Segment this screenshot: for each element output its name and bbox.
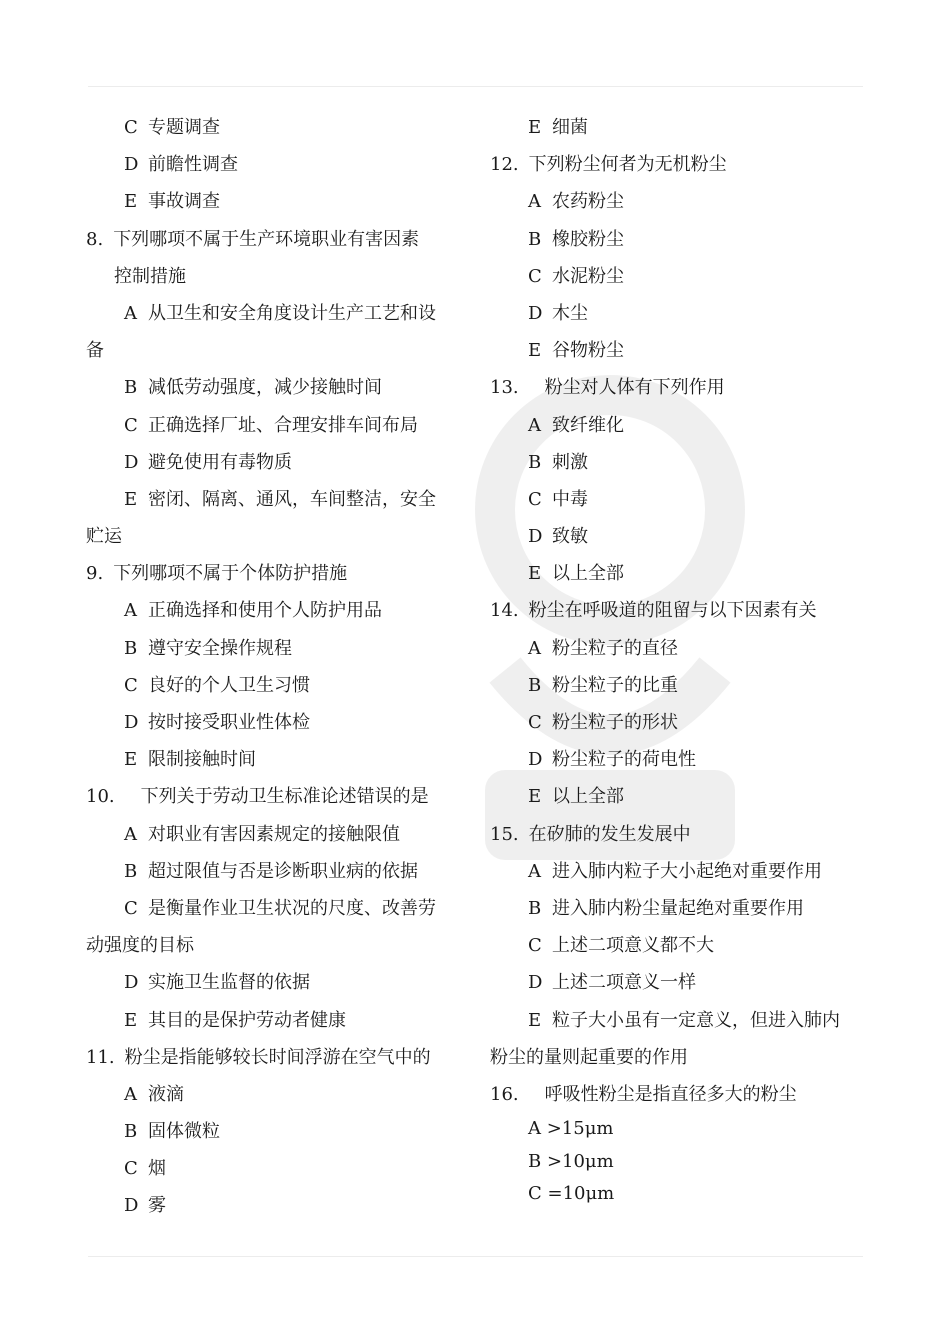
question-8-stem: 8. 下列哪项不属于生产环境职业有害因素 (86, 228, 420, 250)
question-16-option-a: A >15μm (528, 1118, 614, 1140)
right-column (490, 109, 865, 1211)
question-13-option-e: E 以上全部 (528, 563, 624, 585)
footer-divider (88, 1256, 863, 1257)
question-16-option-c: C =10μm (528, 1183, 615, 1205)
question-9-stem: 9. 下列哪项不属于个体防护措施 (86, 563, 348, 585)
question-7-option-c: C 专题调查 (124, 117, 220, 138)
question-10-option-c-cont: 动强度的目标 (86, 935, 194, 957)
question-7-option-e: E 事故调查 (124, 191, 220, 213)
question-13-stem: 13. 粉尘对人体有下列作用 (490, 377, 725, 399)
question-13-option-a: A 致纤维化 (528, 414, 624, 436)
question-8-option-a: A 从卫生和安全角度设计生产工艺和设 (124, 302, 436, 324)
question-11-option-a: A 液滴 (124, 1083, 184, 1105)
question-12-option-e: E 谷物粉尘 (528, 340, 624, 362)
question-8-option-e: E 密闭、隔离、通风，车间整洁，安全 (124, 488, 436, 510)
question-11-option-d: D 雾 (124, 1195, 166, 1217)
question-10-option-c: C 是衡量作业卫生状况的尺度、改善劳 (124, 897, 436, 919)
header-divider (88, 86, 863, 87)
question-15-option-a: A 进入肺内粒子大小起绝对重要作用 (528, 860, 822, 882)
question-14-option-d: D 粉尘粒子的荷电性 (528, 749, 696, 771)
question-14-option-b: B 粉尘粒子的比重 (528, 674, 678, 696)
question-14-option-e: E 以上全部 (528, 786, 624, 808)
question-15-option-d: D 上述二项意义一样 (528, 972, 696, 994)
question-10-option-b: B 超过限值与否是诊断职业病的依据 (124, 860, 418, 882)
question-14-option-c: C 粉尘粒子的形状 (528, 712, 678, 733)
question-8-option-c: C 正确选择厂址、合理安排车间布局 (124, 414, 418, 436)
question-8-option-d: D 避免使用有毒物质 (124, 451, 292, 473)
question-14-stem: 14. 粉尘在呼吸道的阻留与以下因素有关 (490, 600, 817, 622)
question-10-option-a: A 对职业有害因素规定的接触限值 (124, 823, 400, 845)
question-12-option-a: A 农药粉尘 (528, 191, 624, 213)
question-11-option-c: C 烟 (124, 1158, 166, 1180)
question-9-option-e: E 限制接触时间 (124, 749, 256, 771)
question-11-option-b: B 固体微粒 (124, 1121, 220, 1143)
question-15-option-e-cont: 粉尘的量则起重要的作用 (490, 1046, 688, 1068)
question-9-option-d: D 按时接受职业性体检 (124, 712, 310, 733)
question-7-option-d: D 前瞻性调查 (124, 154, 238, 176)
question-12-option-c: C 水泥粉尘 (528, 265, 624, 287)
question-8-option-a-cont: 备 (86, 340, 104, 362)
question-12-option-b: B 橡胶粉尘 (528, 228, 624, 250)
question-12-option-d: D 木尘 (528, 302, 588, 324)
question-9-option-a: A 正确选择和使用个人防护用品 (124, 600, 382, 622)
question-14-option-a: A 粉尘粒子的直径 (528, 637, 678, 659)
question-10-option-e: E 其目的是保护劳动者健康 (124, 1009, 346, 1031)
question-8-option-b: B 减低劳动强度，减少接触时间 (124, 377, 382, 399)
question-8-stem-cont: 控制措施 (114, 265, 186, 287)
question-15-option-c: C 上述二项意义都不大 (528, 935, 714, 957)
question-9-option-c: C 良好的个人卫生习惯 (124, 674, 310, 696)
question-16-option-b: B >10μm (528, 1150, 614, 1172)
question-12-stem: 12. 下列粉尘何者为无机粉尘 (490, 154, 727, 176)
left-column (86, 109, 466, 1225)
question-8-option-e-cont: 贮运 (86, 526, 122, 548)
question-10-stem: 10. 下列关于劳动卫生标准论述错误的是 (86, 786, 429, 808)
question-15-option-b: B 进入肺内粉尘量起绝对重要作用 (528, 897, 804, 919)
question-13-option-b: B 刺激 (528, 451, 588, 473)
question-15-option-e: E 粒子大小虽有一定意义，但进入肺内 (528, 1009, 840, 1031)
question-15-stem: 15. 在矽肺的发生发展中 (490, 823, 691, 845)
question-10-option-d: D 实施卫生监督的依据 (124, 972, 310, 994)
question-9-option-b: B 遵守安全操作规程 (124, 637, 292, 659)
question-13-option-d: D 致敏 (528, 526, 588, 548)
question-11-stem: 11. 粉尘是指能够较长时间浮游在空气中的 (86, 1046, 431, 1068)
question-13-option-c: C 中毒 (528, 488, 588, 510)
question-16-stem: 16. 呼吸性粉尘是指直径多大的粉尘 (490, 1083, 797, 1105)
question-11-option-e: E 细菌 (528, 117, 588, 138)
